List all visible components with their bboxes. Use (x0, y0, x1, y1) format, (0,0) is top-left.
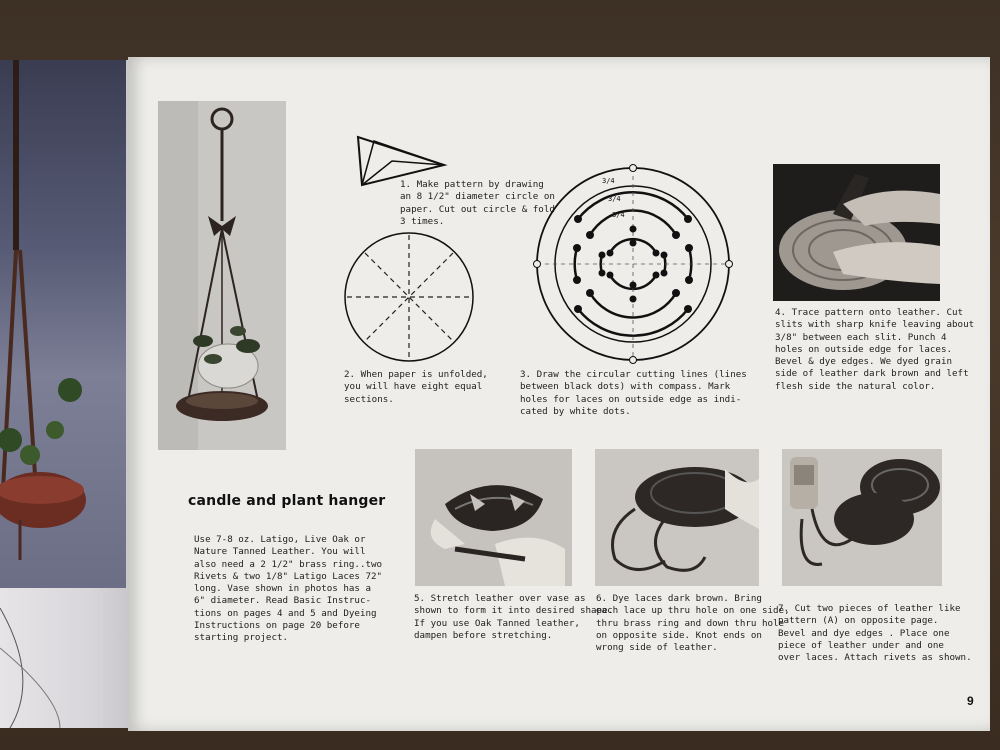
page-title: candle and plant hanger (188, 493, 386, 509)
step-4-line: holes on outside edge for laces. (775, 343, 953, 355)
intro-line: long. Vase shown in photos has a (194, 583, 372, 595)
step-4-line: 3/8" between each slit. Punch 4 (775, 331, 947, 343)
measure-mark: 3/4 (608, 195, 621, 203)
step-5-line: dampen before stretching. (414, 629, 553, 641)
step-3-text (520, 369, 747, 418)
step-4-line: slits with sharp knife leaving about (775, 319, 975, 331)
intro-text (194, 534, 382, 645)
step-4-line: side of leather dark brown and left (775, 368, 969, 380)
left-page (0, 60, 128, 728)
step-2-text (344, 369, 488, 406)
step-7-line: over laces. Attach rivets as shown. (778, 652, 972, 664)
step-3-line: 3. Draw the circular cutting lines (lines (520, 369, 747, 380)
step-1-line: 3 times. (400, 215, 445, 227)
attach-rivets-photo (782, 449, 942, 586)
measure-mark: 3/4 (612, 211, 625, 219)
intro-line: Rivets & two 1/8" Latigo Laces 72" (194, 570, 383, 582)
step-6-line: 6. Dye laces dark brown. Bring (596, 593, 762, 604)
cutting-pattern-diagram (532, 163, 734, 365)
step-4-text (775, 307, 974, 393)
step-5-line: If you use Oak Tanned leather, (414, 617, 580, 629)
step-4-line: 4. Trace pattern onto leather. Cut (775, 307, 964, 318)
step-7-line: 7. Cut two pieces of leather like (778, 603, 961, 614)
stretch-leather-photo (415, 449, 572, 586)
dye-laces-photo (595, 449, 759, 586)
intro-line: Use 7-8 oz. Latigo, Live Oak or (194, 534, 366, 545)
measure-mark: 3/4 (602, 177, 615, 185)
step-5-text (414, 593, 613, 642)
step-5-line: shown to form it into desired shape. (414, 605, 614, 617)
step-6-line: each lace up thru hole on one side, (596, 605, 790, 617)
step-3-line: holes for laces on outside edge as indi- (520, 393, 742, 405)
step-6-line: wrong side of leather. (596, 642, 718, 654)
step-6-line: on opposite side. Knot ends on (596, 629, 762, 641)
step-2-line: 2. When paper is unfolded, (344, 369, 488, 380)
step-2-line: you will have eight equal (344, 381, 483, 393)
intro-line: Instructions on page 20 before (194, 620, 360, 632)
step-6-line: thru brass ring and down thru hole (596, 617, 785, 629)
step-1-line: an 8 1/2" diameter circle on (400, 191, 555, 203)
step-4-line: flesh side the natural color. (775, 380, 936, 392)
book-page (128, 57, 990, 731)
step-7-line: pattern (A) on opposite page. (778, 615, 939, 627)
page-number: 9 (967, 694, 974, 708)
plant-hanger-photo (158, 101, 286, 450)
step-1-line: 1. Make pattern by drawing (400, 179, 544, 190)
intro-line: 6" diameter. Read Basic Instruc- (194, 595, 372, 607)
intro-line: also need a 2 1/2" brass ring..two (194, 558, 383, 570)
step-7-text (778, 603, 972, 664)
step-1-line: paper. Cut out circle & fold (400, 203, 555, 215)
intro-line: starting project. (194, 632, 289, 644)
intro-line: tions on pages 4 and 5 and Dyeing (194, 607, 377, 619)
trace-pattern-photo (773, 164, 940, 301)
step-7-line: Bevel and dye edges . Place one (778, 627, 950, 639)
step-4-line: Bevel & dye edges. We dyed grain (775, 356, 953, 368)
step-2-line: sections. (344, 393, 394, 405)
unfolded-circle-diagram (341, 229, 477, 365)
step-6-text (596, 593, 790, 654)
step-3-line: cated by white dots. (520, 405, 631, 417)
step-5-line: 5. Stretch leather over vase as (414, 593, 586, 604)
intro-line: Nature Tanned Leather. You will (194, 546, 366, 558)
previous-page-photo (0, 60, 126, 588)
step-7-line: piece of leather under and one (778, 639, 944, 651)
step-3-line: between black dots) with compass. Mark (520, 381, 731, 393)
